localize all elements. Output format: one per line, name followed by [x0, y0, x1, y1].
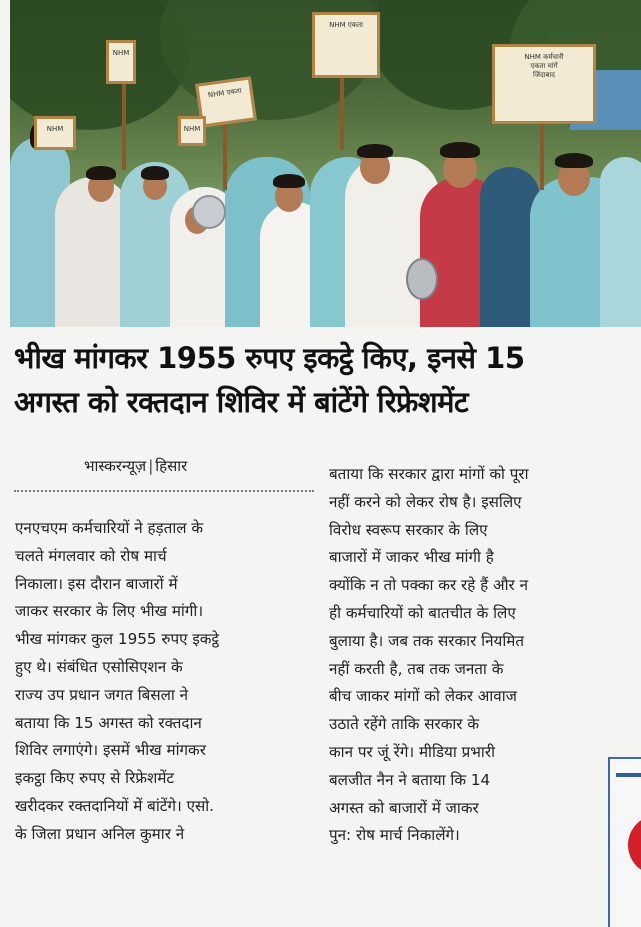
text-line: विरोध स्वरूप सरकार के लिए [329, 520, 488, 539]
text-line: एनएचएम कर्मचारियों ने हड़ताल के [15, 519, 204, 537]
text-line: क्योंकि न तो पक्का कर रहे हैं और न [329, 576, 528, 595]
text-line: राज्य उप प्रधान जगत बिसला ने [15, 685, 189, 704]
byline-source: भास्करन्यूज़ [84, 457, 147, 475]
protest-sign: NHM [34, 116, 76, 150]
text-line: खरीदकर रक्तदानियों में बांटेंगे। एसो. [15, 796, 215, 815]
headline [14, 336, 634, 424]
protest-sign: NHM [178, 116, 206, 146]
text-line: कान पर जूं रेंगे। मीडिया प्रभारी [329, 742, 496, 761]
divider [14, 490, 314, 492]
text-line: अगस्त को बाजारों में जाकर [329, 798, 479, 817]
headline-line-2: अगस्त को रक्तदान शिविर में बांटेंगे रिफ्रेशमेंट [14, 385, 469, 419]
text-line: शिविर लगाएंगे। इसमें भीख मांगकर [15, 741, 206, 760]
text-line: उठाते रहेंगे ताकि सरकार के [329, 715, 480, 734]
text-line: बुलाया है। जब तक सरकार नियमित [329, 631, 524, 650]
text-line: बाजारों में जाकर भीख मांगी है [329, 548, 494, 567]
text-line: नहीं करने को लेकर रोष है। इसलिए [329, 492, 522, 511]
text-line: हुए थे। संबंधित एसोसिएशन के [15, 657, 183, 676]
text-line: निकाला। इस दौरान बाजारों में [15, 574, 178, 593]
text-line: नहीं करती है, तब तक जनता के [329, 659, 504, 678]
protest-sign: NHM एकता [312, 12, 380, 78]
byline-city: हिसार [155, 457, 188, 475]
news-photo [10, 0, 641, 327]
text-line: बीच जाकर मांगों को लेकर आवाज [329, 687, 517, 706]
byline [84, 452, 187, 480]
text-line: इकट्ठा किए रुपए से रिफ्रेशमेंट [15, 769, 175, 788]
article-column-left [15, 515, 315, 849]
advertisement-fragment [608, 757, 641, 927]
text-line: बताया कि सरकार द्वारा मांगों को पूरा [329, 465, 529, 483]
text-line: ही कर्मचारियों को बातचीत के लिए [329, 603, 516, 622]
text-line: जाकर सरकार के लिए भीख मांगी। [15, 602, 204, 621]
text-line: के जिला प्रधान अनिल कुमार ने [15, 824, 185, 843]
article-column-right [329, 461, 629, 850]
protest-sign: NHM [106, 40, 136, 84]
headline-line-1: भीख मांगकर 1955 रुपए इकट्ठे किए, इनसे 15 [14, 341, 525, 375]
text-line: पुन: रोष मार्च निकालेंगे। [329, 826, 460, 845]
protest-sign: NHM एकता [195, 76, 257, 127]
text-line: बताया कि 15 अगस्त को रक्तदान [15, 713, 202, 732]
byline-separator: | [148, 457, 154, 475]
text-line: बलजीत नैन ने बताया कि 14 [329, 770, 491, 789]
protest-sign: NHM कर्मचारी एकता मांगें जिंदाबाद [492, 44, 596, 124]
text-line: भीख मांगकर कुल 1955 रुपए इकट्ठे [15, 630, 219, 649]
text-line: चलते मंगलवार को रोष मार्च [15, 546, 167, 565]
